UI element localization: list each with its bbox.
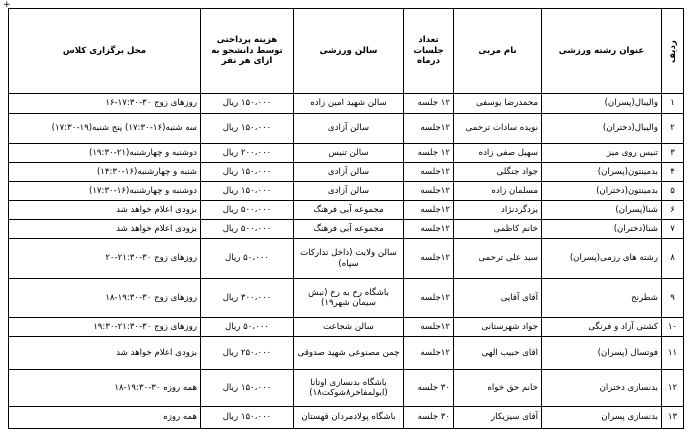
table-row [9,94,684,114]
cell-sport-title: بدمینتون(دختران) [542,182,662,201]
cell-coach-name: جواد شهرستانی [454,318,542,337]
cell-venue: باشگاه رخ به رخ (نبش سیمان شهر۱۹) [294,279,404,318]
cell-class-location: دوشنبه و چهارشنبه(۱۶-۱۷:۳۰) [9,182,201,201]
cell-row-number: ۷ [662,220,684,239]
cell-row-number: ۹ [662,279,684,318]
cell-class-location: بزودی اعلام خواهد شد [9,220,201,239]
cell-session-count: ۳۰ جلسه [404,370,454,407]
cell-coach-name: یزدگردنژاد [454,201,542,220]
cell-row-number: ۱۲ [662,370,684,407]
cell-venue: سالن شجاعت [294,318,404,337]
cell-cost: ۱۵۰،۰۰۰ ریال [201,407,294,429]
cell-cost: ۵۰،۰۰۰ ریال [201,239,294,279]
cell-coach-name: جواد جنگلی [454,163,542,182]
cell-venue: باشگاه بدنسازی اوتانا (ابولمفاخر۸شوکت۱۸) [294,370,404,407]
table-row [9,182,684,201]
cell-cost: ۱۵۰،۰۰۰ ریال [201,114,294,144]
cell-class-location: روزهای زوج ۳۰-۲۱:۳۰-۱۹:۳۰ [9,318,201,337]
cell-row-number: ۱۳ [662,407,684,429]
cell-cost: ۲۰۰،۰۰۰ ریال [201,144,294,163]
header-row-number: ردیف [662,9,684,94]
cell-session-count: ۳۰ جلسه [404,407,454,429]
table-row [9,163,684,182]
cell-session-count: ۱۲جلسه [404,114,454,144]
cell-coach-name: خانم حق خواه [454,370,542,407]
cell-sport-title: بدنسازی دختران [542,370,662,407]
cell-sport-title: کشتی آزاد و فرنگی [542,318,662,337]
cell-session-count: ۱۲ جلسه [404,94,454,114]
cell-coach-name: سهیل صفی زاده [454,144,542,163]
cell-venue: باشگاه پولادمردان قهستان [294,407,404,429]
cell-row-number: ۳ [662,144,684,163]
cell-session-count: ۱۲ جلسه [404,144,454,163]
cell-cost: ۵۰۰،۰۰۰ ریال [201,201,294,220]
cell-cost: ۱۵۰،۰۰۰ ریال [201,163,294,182]
cell-session-count: ۱۲جلسه [404,220,454,239]
cell-row-number: ۱ [662,94,684,114]
table-row [9,337,684,370]
table-row [9,144,684,163]
cell-session-count: ۱۲جلسه [404,318,454,337]
cell-venue: مجموعه آبی فرهنگ [294,220,404,239]
cell-sport-title: بدمینتون(پسران) [542,163,662,182]
table-row [9,407,684,429]
cell-venue: سالن آزادی [294,163,404,182]
table-move-handle: + [3,0,11,10]
cell-class-location: روزهای زوج ۳۰-۱۷:۳۰-۱۶ [9,94,201,114]
cell-row-number: ۸ [662,239,684,279]
cell-session-count: ۱۲جلسه [404,182,454,201]
header-class-location: محل برگزاری کلاس [9,9,201,94]
cell-coach-name: نویده سادات ترحمی [454,114,542,144]
cell-cost: ۲۵۰،۰۰۰ ریال [201,337,294,370]
cell-venue: سالن آزادی [294,114,404,144]
cell-session-count: ۱۲جلسه [404,279,454,318]
cell-sport-title: والیبال(دختران) [542,114,662,144]
table-row [9,114,684,144]
cell-session-count: ۱۲جلسه [404,337,454,370]
cell-coach-name: سید علی ترحمی [454,239,542,279]
cell-class-location: شنبه و چهارشنبه(۱۶-۱۴:۳۰) [9,163,201,182]
cell-row-number: ۱۰ [662,318,684,337]
cell-sport-title: بدنسازی پسران [542,407,662,429]
cell-venue: چمن مصنوعی شهید صدوقی [294,337,404,370]
cell-sport-title: شنا(پسران) [542,201,662,220]
cell-session-count: ۱۲جلسه [404,201,454,220]
cell-sport-title: تنیس روی میز [542,144,662,163]
cell-venue: مجموعه آبی فرهنگ [294,201,404,220]
header-cost: هزینه پرداختی توسط دانشجو به ازای هر نفر [201,9,294,94]
cell-class-location: همه روزه [9,407,201,429]
cell-class-location: بزودی اعلام خواهد شد [9,337,201,370]
cell-cost: ۵۰۰،۰۰۰ ریال [201,220,294,239]
cell-row-number: ۶ [662,201,684,220]
cell-venue: سالن آزادی [294,182,404,201]
cell-coach-name: آقای آقایی [454,279,542,318]
cell-session-count: ۱۲جلسه [404,163,454,182]
cell-class-location: سه شنبه(۱۶-۱۷:۳۰) پنج شنبه(۱۹-۱۷:۳۰) [9,114,201,144]
cell-venue: سالن تنیس [294,144,404,163]
table-row [9,239,684,279]
table-row [9,220,684,239]
table-row [9,279,684,318]
cell-cost: ۱۵۰،۰۰۰ ریال [201,182,294,201]
cell-sport-title: شنا(دختران) [542,220,662,239]
cell-coach-name: خانم کاظمی [454,220,542,239]
table-row [9,201,684,220]
header-venue: سالن ورزشی [294,9,404,94]
cell-coach-name: مسلمان زاده [454,182,542,201]
cell-cost: ۱۵۰،۰۰۰ ریال [201,370,294,407]
header-session-count: تعداد جلسات درماه [404,9,454,94]
table-header-row [9,9,684,94]
table-row [9,370,684,407]
cell-row-number: ۵ [662,182,684,201]
cell-venue: سالن ولایت (داخل تدارکات سپاه) [294,239,404,279]
cell-class-location: همه روزه ۳۰-۱۹:۳۰-۱۸ [9,370,201,407]
cell-coach-name: اقای حبیب الهی [454,337,542,370]
cell-class-location: دوشنبه و چهارشنبه(۲۱-۱۹:۳۰) [9,144,201,163]
cell-sport-title: شطرنج [542,279,662,318]
cell-row-number: ۴ [662,163,684,182]
cell-cost: ۵۰،۰۰۰ ریال [201,318,294,337]
cell-sport-title: فوتسال (پسران) [542,337,662,370]
cell-class-location: بزودی اعلام خواهد شد [9,201,201,220]
sports-class-table [8,8,684,429]
cell-sport-title: والیبال(پسران) [542,94,662,114]
cell-class-location: روزهای زوج ۳۰-۲۱:۳۰-۲۰ [9,239,201,279]
cell-class-location: روزهای زوج ۳۰-۱۹:۳۰-۱۸ [9,279,201,318]
cell-cost: ۱۵۰،۰۰۰ ریال [201,94,294,114]
cell-row-number: ۲ [662,114,684,144]
cell-row-number: ۱۱ [662,337,684,370]
cell-coach-name: محمدرضا یوسفی [454,94,542,114]
cell-venue: سالن شهید امین زاده [294,94,404,114]
cell-sport-title: رشته های رزمی(پسران) [542,239,662,279]
cell-cost: ۳۰۰،۰۰۰ ریال [201,279,294,318]
header-sport-title: عنوان رشته ورزشی [542,9,662,94]
cell-coach-name: آقای سیزیکار [454,407,542,429]
cell-session-count: ۱۲جلسه [404,239,454,279]
table-row [9,318,684,337]
header-coach-name: نام مربی [454,9,542,94]
